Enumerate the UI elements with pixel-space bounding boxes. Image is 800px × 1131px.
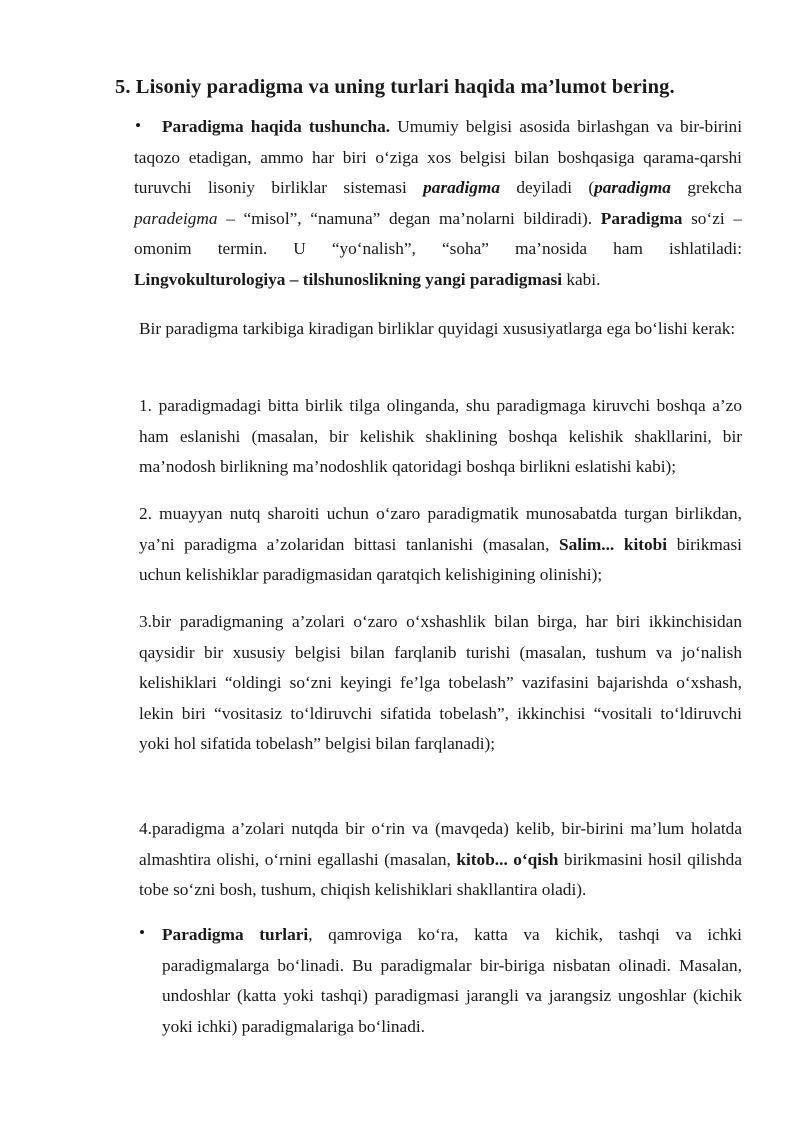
text-run: so‘zi – omonim termin. U “yo‘nalish”, “soha” ma’nosida ham ishlatiladi: bbox=[134, 208, 742, 258]
term-paradigma: paradigma bbox=[423, 178, 500, 197]
example-bold: Lingvokulturologiya – tilshunoslikning yangi paradigmasi bbox=[134, 269, 563, 289]
text-run: kabi. bbox=[562, 269, 601, 289]
example-bold: kitob... o‘qish bbox=[456, 849, 559, 869]
text-run: 2. muayyan nutq sharoiti uchun o‘zaro paradigmatik munosabatda turgan birlikdan, ya’ni paradigma a’zolaridan bittasi tanlanishi (masalan, bbox=[139, 504, 742, 554]
bullet-marker: • bbox=[135, 116, 142, 135]
property-1-paragraph: 1. paradigmadagi bitta birlik tilga olinganda, shu paradigmaga kiruvchi boshqa a’zo ham eslanishi (masalan, bir kelishik shaklining boshqa kelishik shakllarini, bir ma’nodosh birlikning ma’nodoshlik qatoridagi boshqa birlikni eslatishi kabi); bbox=[139, 396, 742, 476]
text-run: birikmasini hosil qilishda tobe so‘zni bosh, tushum, chiqish kelishiklari shakllantira oladi). bbox=[139, 849, 742, 899]
text-run: – “misol”, “namuna” degan ma’nolarni bildiradi). bbox=[217, 208, 601, 228]
text-run: birikmasi uchun kelishiklar paradigmasidan qaratqich kelishigining olinishi); bbox=[139, 534, 742, 584]
section-heading: 5. Lisoniy paradigma va uning turlari haqida ma’lumot bering. bbox=[115, 76, 675, 98]
paradigm-types-paragraph bbox=[162, 920, 742, 1042]
paradigm-types-title: Paradigma turlari bbox=[162, 925, 309, 944]
property-4-paragraph bbox=[139, 814, 742, 906]
paradigm-concept-title: Paradigma haqida tushuncha. bbox=[162, 117, 391, 136]
property-3-paragraph: 3.bir paradigmaning a’zolari o‘zaro o‘xshashlik bilan birga, har biri ikkinchisidan qaysidir bir xususiy belgisi bilan farqlanib turishi (masalan, tushum va jo‘nalish kelishiklari “oldingi so‘zni keyingi fe’lga tobelash” vazifasini bajarishda o‘xshash, lekin biri “vositasiz to‘ldiruvchi sifatida tobelash”, ikkinchisi “vositali to‘ldiruvchi yoki hol sifatida tobelash” belgisi bilan farqlanadi); bbox=[139, 612, 742, 753]
text-run: grekcha bbox=[670, 178, 743, 197]
bullet-marker: • bbox=[139, 923, 146, 942]
term-paradigma-bold: Paradigma bbox=[600, 208, 683, 228]
text-run: , qamroviga ko‘ra, katta va kichik, tashqi va ichki paradigmalarga bo‘linadi. Bu paradigmalar bir-biriga nisbatan olinadi. Masalan, undoshlar (katta yoki tashqi) paradigmasi jarangli va jarangsiz ungoshlar (kichik yoki ichki) paradigmalariga bo‘linadi. bbox=[162, 925, 742, 1036]
properties-intro-paragraph: Bir paradigma tarkibiga kiradigan birliklar quyidagi xususiyatlarga ega bo‘lishi kerak: bbox=[139, 319, 736, 338]
term-paradeigma: paradeigma bbox=[134, 208, 218, 228]
example-bold: Salim... kitobi bbox=[559, 534, 668, 554]
term-paradigma: paradigma bbox=[594, 178, 671, 197]
property-2-paragraph bbox=[139, 499, 742, 591]
text-run: 4.paradigma a’zolari nutqda bir o‘rin va (mavqeda) kelib, bir-birini ma’lum holatda almashtira olishi, o‘rnini egallashi (masalan, bbox=[139, 819, 742, 869]
text-run: Umumiy belgisi asosida birlashgan va bir-birini taqozo etadigan, ammo har biri o‘ziga xos belgisi bilan boshqasiga qarama-qarshi turuvchi lisoniy birliklar sistemasi bbox=[134, 117, 742, 197]
paradigm-concept-paragraph bbox=[134, 112, 742, 295]
text-run: deyiladi ( bbox=[499, 178, 595, 197]
